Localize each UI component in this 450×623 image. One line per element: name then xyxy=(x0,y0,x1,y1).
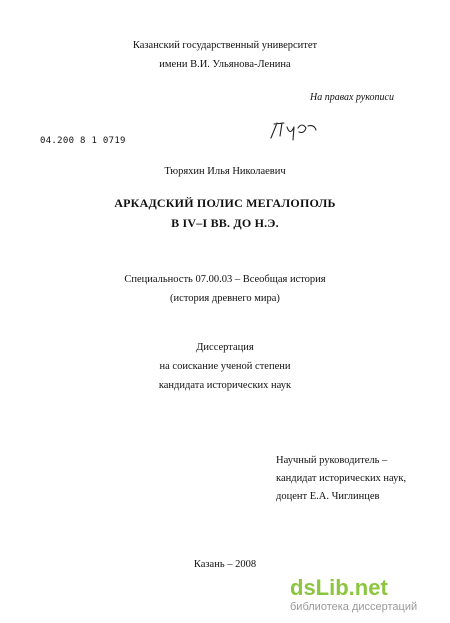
city-year: Казань – 2008 xyxy=(193,559,257,570)
supervisor-line1: Научный руководитель – xyxy=(276,455,388,466)
rights-note: На правах рукописи xyxy=(310,92,394,103)
specialty-line2: (история древнего мира) xyxy=(170,293,280,304)
specialty-line1: Специальность 07.00.03 – Всеобщая история xyxy=(124,274,326,285)
degree-line2: на соискание ученой степени xyxy=(159,361,291,372)
degree-line1: Диссертация xyxy=(196,342,254,353)
dissertation-title-line2: В IV–I ВВ. ДО Н.Э. xyxy=(171,216,279,230)
university-name-line2: имени В.И. Ульянова-Ленина xyxy=(159,59,291,70)
archive-stamp: 04.200 8 1 0719 xyxy=(40,136,126,146)
watermark-subtitle: библиотека диссертаций xyxy=(290,601,418,613)
watermark-brand: dsLib.net xyxy=(290,575,388,600)
supervisor-block xyxy=(276,452,406,506)
author-name: Тюряхин Илья Николаевич xyxy=(164,166,286,177)
degree-line3: кандидата исторических наук xyxy=(158,380,292,391)
dslib-watermark xyxy=(290,575,440,615)
supervisor-line3: доцент Е.А. Чиглинцев xyxy=(276,491,380,502)
handwritten-signature-icon xyxy=(268,118,320,144)
university-name-line1: Казанский государственный университет xyxy=(132,40,318,51)
dissertation-title-line1: АРКАДСКИЙ ПОЛИС МЕГАЛОПОЛЬ xyxy=(114,196,336,210)
supervisor-line2: кандидат исторических наук, xyxy=(276,473,407,484)
